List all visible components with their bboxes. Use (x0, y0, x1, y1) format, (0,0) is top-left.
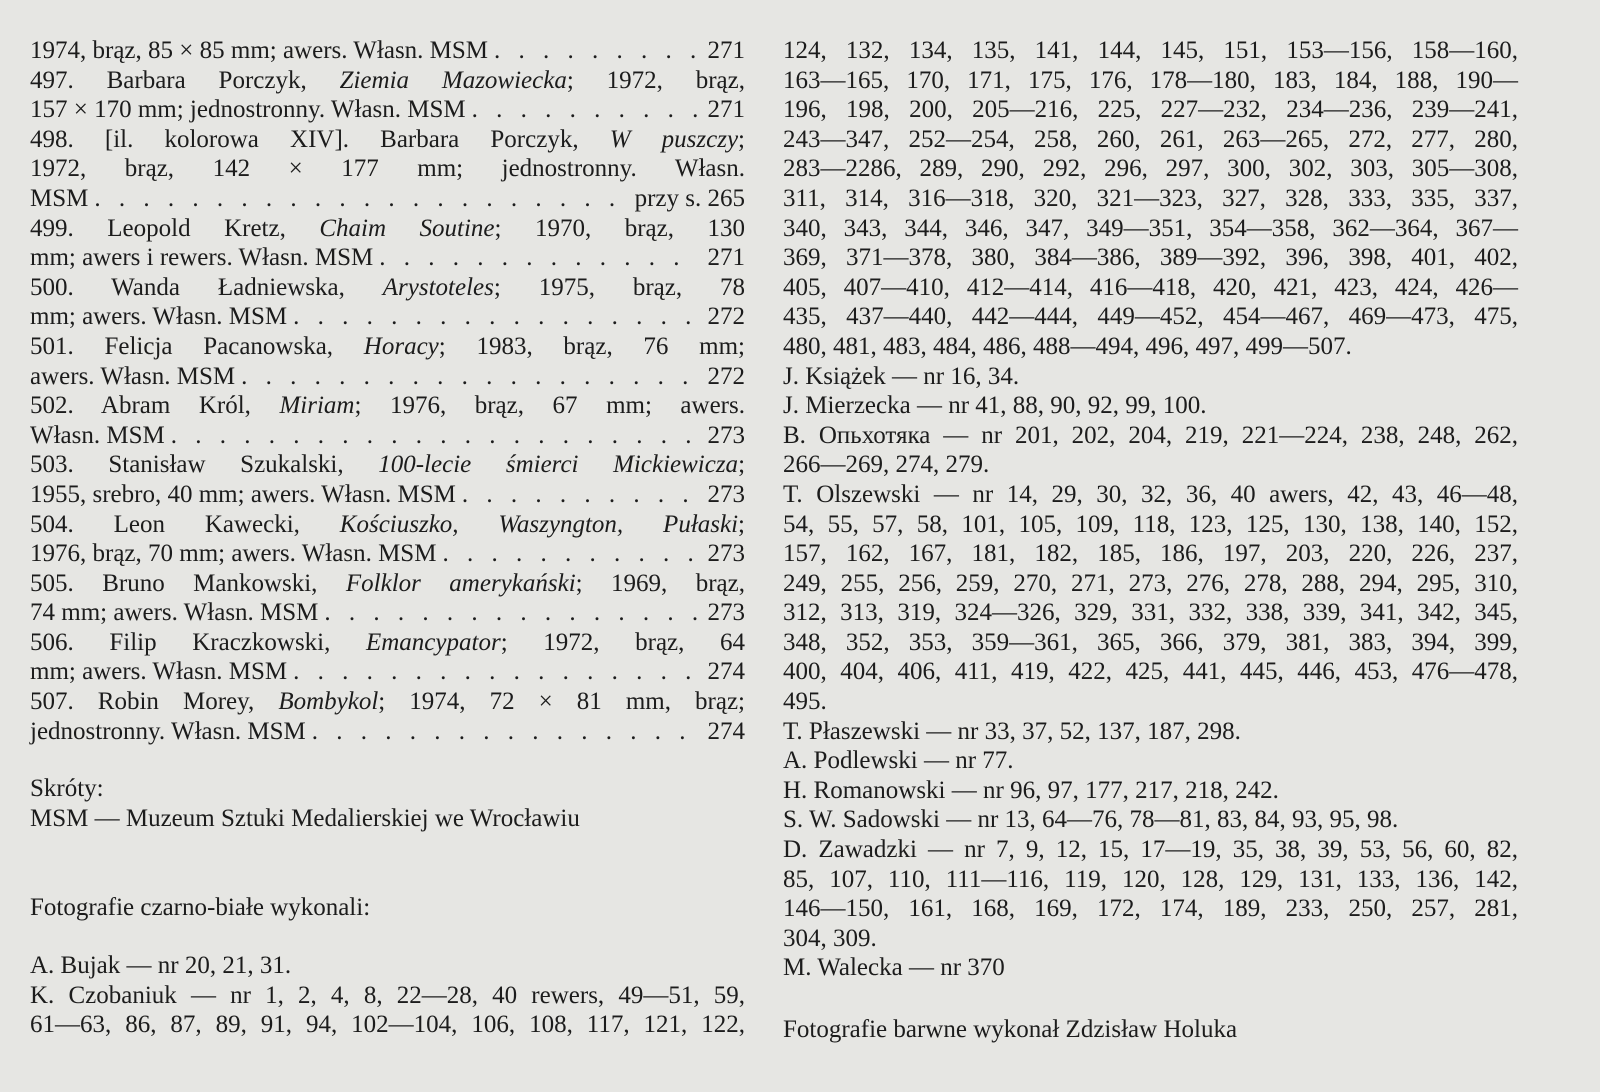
catalog-entry (30, 332, 745, 391)
page-number: 274 (707, 658, 745, 686)
credit-line: 146—150, 161, 168, 169, 172, 174, 189, 233, 250, 257, 281, (783, 895, 1518, 923)
catalog-entry (30, 391, 745, 450)
photographer-credit (783, 835, 1518, 953)
dot-leader (318, 598, 697, 628)
page-number: 271 (707, 96, 745, 124)
credit-line: 85, 107, 110, 111—116, 119, 120, 128, 129, 131, 133, 136, 142, (783, 865, 1518, 893)
catalog-entry (30, 214, 745, 273)
photographer-line: 61—63, 86, 87, 89, 91, 94, 102—104, 106, 108, 117, 121, 122, (30, 1011, 745, 1039)
credit-line: 405, 407—410, 412—414, 416—418, 420, 421, 423, 424, 426— (783, 273, 1518, 301)
catalog-entry (30, 66, 745, 125)
credit-line: D. Zawadzki — nr 7, 9, 12, 15, 17—19, 35, 38, 39, 53, 56, 60, 82, (783, 836, 1518, 864)
entry-last-line: MSM (30, 184, 89, 212)
photographer-credit (783, 717, 1518, 747)
catalog-entry (30, 273, 745, 332)
entry-leader-line (30, 36, 745, 66)
left-column (30, 36, 745, 1040)
credit-line: 340, 343, 344, 346, 347, 349—351, 354—358, 362—364, 367— (783, 214, 1518, 242)
credit-line: 311, 314, 316—318, 320, 321—323, 327, 328, 333, 335, 337, (783, 184, 1518, 212)
credit-line: 304, 309. (783, 924, 877, 952)
dot-leader (235, 362, 697, 392)
entry-leader-line (30, 243, 745, 273)
entry-leader-line (30, 598, 745, 628)
credit-line: 435, 437—440, 442—444, 449—452, 454—467, 469—473, 475, (783, 303, 1518, 331)
credit-line: 249, 255, 256, 259, 270, 271, 273, 276, 278, 288, 294, 295, 310, (783, 569, 1518, 597)
dot-leader (287, 657, 697, 687)
page-number: przy s. 265 (634, 184, 745, 212)
entry-line: 503. Stanisław Szukalski, 100-lecie śmierci Mickiewicza; (30, 451, 746, 479)
catalog-entry (30, 36, 745, 66)
page-number: 271 (707, 244, 745, 272)
credit-line: T. Płaszewski — nr 33, 37, 52, 137, 187, 298. (783, 717, 1241, 745)
photographer-credit (783, 391, 1518, 421)
photographer-credit (783, 480, 1518, 717)
page-number: 273 (707, 599, 745, 627)
credit-line: 54, 55, 57, 58, 101, 105, 109, 118, 123, 125, 130, 138, 140, 152, (783, 510, 1518, 538)
entry-leader-line (30, 717, 745, 747)
catalog-entry (30, 687, 745, 746)
credit-line: J. Książek — nr 16, 34. (783, 362, 1020, 390)
entry-leader-line (30, 421, 745, 451)
dot-leader (373, 243, 697, 273)
entry-last-line: 1976, brąz, 70 mm; awers. Własn. MSM (30, 540, 437, 568)
dot-leader (287, 302, 697, 332)
entry-line: 506. Filip Kraczkowski, Emancypator; 1972, brąz, 64 (30, 628, 745, 656)
entry-line: 501. Felicja Pacanowska, Horacy; 1983, brąz, 76 mm; (30, 332, 745, 360)
entry-last-line: jednostronny. Własn. MSM (30, 717, 306, 745)
dot-leader (466, 95, 698, 125)
photographer-line: K. Czobaniuk — nr 1, 2, 4, 8, 22—28, 40 rewers, 49—51, 59, (30, 981, 745, 1009)
catalog-entry (30, 450, 745, 509)
credit-line: 480, 481, 483, 484, 486, 488—494, 496, 497, 499—507. (783, 332, 1352, 360)
entry-leader-line (30, 539, 745, 569)
dot-leader (88, 184, 624, 214)
credit-line: H. Romanowski — nr 96, 97, 177, 217, 218, 242. (783, 776, 1279, 804)
color-photos-credit: Fotografie barwne wykonał Zdzisław Holuka (783, 1016, 1238, 1043)
credit-line: 348, 352, 353, 359—361, 365, 366, 379, 381, 383, 394, 399, (783, 628, 1518, 656)
entry-last-line: 157 × 170 mm; jednostronny. Własn. MSM (30, 96, 466, 124)
entry-last-line: 74 mm; awers. Własn. MSM (30, 599, 319, 627)
entry-last-line: mm; awers i rewers. Własn. MSM (30, 244, 374, 272)
spacer (30, 923, 745, 951)
page-number: 273 (707, 540, 745, 568)
entry-line: 502. Abram Król, Miriam; 1976, brąz, 67 mm; awers. (30, 392, 745, 420)
entry-line: 1972, brąz, 142 × 177 mm; jednostronny. Własn. (30, 155, 745, 183)
entry-last-line: 1974, brąz, 85 × 85 mm; awers. Własn. MSM (30, 37, 489, 64)
abbreviations-text: MSM — Muzeum Sztuki Medalierskiej we Wrocławiu (30, 804, 580, 832)
entry-last-line: mm; awers. Własn. MSM (30, 658, 288, 686)
credit-line: 369, 371—378, 380, 384—386, 389—392, 396, 398, 401, 402, (783, 244, 1518, 272)
entry-leader-line (30, 480, 745, 510)
entry-leader-line (30, 362, 745, 392)
credit-line: J. Mierzecka — nr 41, 88, 90, 92, 99, 100. (783, 392, 1207, 420)
credit-line: 243—347, 252—254, 258, 260, 261, 263—265, 272, 277, 280, (783, 125, 1518, 153)
credit-line: 163—165, 170, 171, 175, 176, 178—180, 183, 184, 188, 190— (783, 66, 1518, 94)
page-number: 271 (707, 37, 745, 64)
entry-line: 507. Robin Morey, Bombykol; 1974, 72 × 81 mm, brąz; (30, 688, 745, 716)
entry-line: 497. Barbara Porczyk, Ziemia Mazowiecka; 1972, brąz, (30, 66, 745, 94)
credit-line: A. Podlewski — nr 77. (783, 747, 1014, 775)
page-number: 273 (707, 421, 745, 449)
credit-line: 400, 404, 406, 411, 419, 422, 425, 441, 445, 446, 453, 476—478, (783, 658, 1518, 686)
abbreviations-heading: Skróty: (30, 775, 104, 803)
photographer-credit (783, 362, 1518, 392)
credit-line: T. Olszewski — nr 14, 29, 30, 32, 36, 40 awers, 42, 43, 46—48, (783, 480, 1518, 508)
dot-leader (488, 36, 697, 66)
credit-line: 266—269, 274, 279. (783, 451, 990, 479)
dot-leader (165, 421, 698, 451)
dot-leader (436, 539, 697, 569)
entry-line: 499. Leopold Kretz, Chaim Soutine; 1970, brąz, 130 (30, 214, 745, 242)
credit-line: 495. (783, 688, 827, 716)
photographer-credit (783, 776, 1518, 806)
entry-leader-line (30, 184, 745, 214)
entry-line: 500. Wanda Ładniewska, Arystoteles; 1975, brąz, 78 (30, 273, 745, 301)
spacer (30, 833, 745, 893)
photographer-line: A. Bujak — nr 20, 21, 31. (30, 952, 292, 980)
catalog-entry (30, 569, 745, 628)
credit-line: 196, 198, 200, 205—216, 225, 227—232, 234—236, 239—241, (783, 96, 1518, 124)
credit-line: M. Walecka — nr 370 (783, 954, 1005, 982)
credit-line: S. W. Sadowski — nr 13, 64—76, 78—81, 83, 84, 93, 95, 98. (783, 806, 1399, 834)
photographer-credit (783, 421, 1518, 480)
entry-leader-line (30, 302, 745, 332)
credit-line: 157, 162, 167, 181, 182, 185, 186, 197, 203, 220, 226, 237, (783, 540, 1518, 568)
page-number: 273 (707, 480, 745, 508)
dot-leader (456, 480, 698, 510)
entry-leader-line (30, 95, 745, 125)
entry-line: 504. Leon Kawecki, Kościuszko, Waszyngton, Pułaski; (30, 510, 745, 538)
catalog-entry (30, 628, 745, 687)
photographer-credit (783, 746, 1518, 776)
credit-line: 124, 132, 134, 135, 141, 144, 145, 151, 153—156, 158—160, (783, 37, 1518, 64)
spacer (30, 746, 745, 774)
spacer (783, 983, 1518, 1015)
entry-last-line: 1955, srebro, 40 mm; awers. Własn. MSM (30, 480, 456, 508)
entry-line: 498. [il. kolorowa XIV]. Barbara Porczyk, W puszczy; (30, 125, 745, 153)
photographer-credit (783, 36, 1518, 362)
credit-line: 283—2286, 289, 290, 292, 296, 297, 300, 302, 303, 305—308, (783, 155, 1518, 183)
catalog-entry (30, 125, 745, 214)
page-number: 274 (707, 717, 745, 745)
entry-line: 505. Bruno Mankowski, Folklor amerykański; 1969, brąz, (30, 569, 745, 597)
right-column (783, 36, 1518, 1045)
credit-line: 312, 313, 319, 324—326, 329, 331, 332, 338, 339, 341, 342, 345, (783, 599, 1518, 627)
photographer-credit (783, 805, 1518, 835)
credit-line: В. Опьхотяка — nr 201, 202, 204, 219, 221—224, 238, 248, 262, (783, 421, 1518, 449)
catalog-entry (30, 510, 745, 569)
dot-leader (306, 717, 698, 747)
entry-last-line: mm; awers. Własn. MSM (30, 303, 288, 331)
page-number: 272 (707, 362, 745, 390)
entry-leader-line (30, 657, 745, 687)
page-number: 272 (707, 303, 745, 331)
photographer-credit (783, 953, 1518, 983)
entry-last-line: awers. Własn. MSM (30, 362, 236, 390)
photos-heading: Fotografie czarno-białe wykonali: (30, 894, 371, 922)
entry-last-line: Własn. MSM (30, 421, 165, 449)
